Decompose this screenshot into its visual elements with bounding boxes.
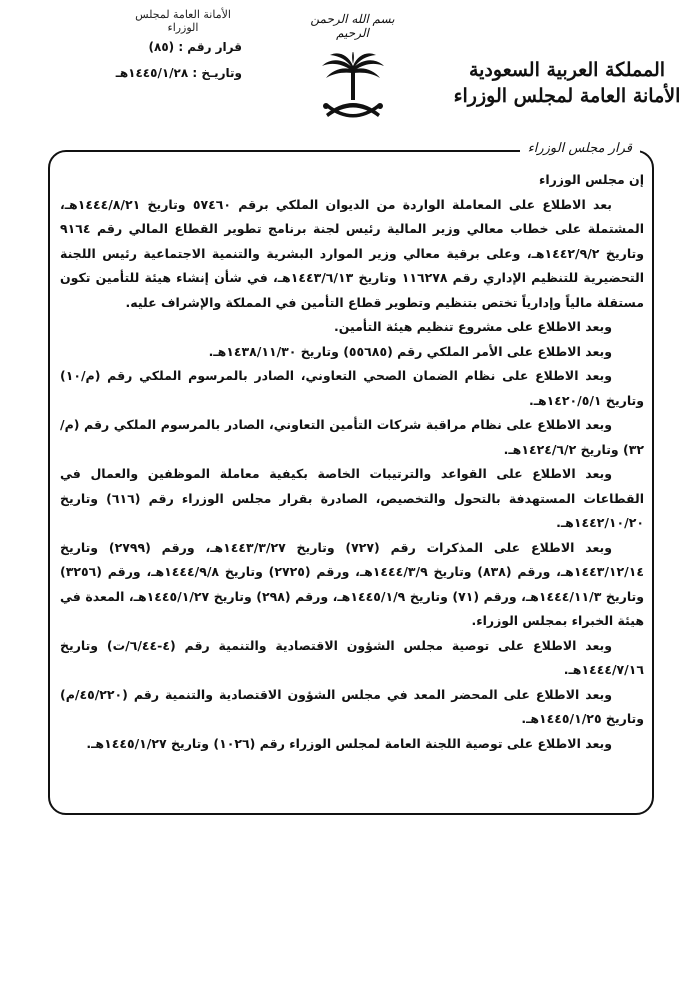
decision-date: وتاريـخ : ١٤٤٥/١/٢٨هـ	[115, 66, 242, 80]
paragraph: وبعد الاطلاع على المذكرات رقم (٧٢٧) وتاريخ ١٤٤٣/٣/٢٧هـ، ورقم (٢٧٩٩) وتاريخ ١٤٤٣/١٢/١٤هـ، ورقم (٨٣٨) وتاريخ ١٤٤٤/٣/٩هـ، ورقم (٢٧٢٥) وتاريخ ١٤٤٤/٩/٨هـ، ورقم (٣٢٥٦) وتاريخ ١٤٤٤/١١/٣هـ، ورقم (٧١) وتاريخ ١٤٤٥/١/٩هـ، ورقم (٢٩٨) وتاريخ ١٤٤٥/١/٢٧هـ، المعدة في هيئة الخبراء بمجلس الوزراء.	[60, 539, 644, 628]
paragraph: وبعد الاطلاع على توصية مجلس الشؤون الاقتصادية والتنمية رقم (٤-٦/٤٤/ت) وتاريخ ١٤٤٤/٧/١٦هـ.	[60, 637, 644, 677]
opening-line: إن مجلس الوزراء	[538, 172, 644, 187]
decision-number: قرار رقم : (٨٥)	[148, 40, 242, 54]
paragraph: وبعد الاطلاع على الأمر الملكي رقم (٥٥٦٨٥) وتاريخ ١٤٣٨/١١/٣٠هـ.	[208, 343, 612, 359]
paragraph: وبعد الاطلاع على القواعد والترتيبات الخاصة بكيفية معاملة الموظفين والعمال في القطاعات المستهدفة بالتحول والتخصيص، الصادرة بقرار مجلس الوزراء رقم (٦١٦) وتاريخ ١٤٤٢/١٠/٢٠هـ.	[60, 466, 645, 530]
secretariat-name: الأمانة العامة لمجلس الوزراء	[453, 84, 681, 107]
secretariat-small-header: الأمانة العامة لمجلس الوزراء	[135, 8, 231, 34]
paragraph: بعد الاطلاع على المعاملة الواردة من الديوان الملكي برقم ٥٧٤٦٠ وتاريخ ١٤٤٤/٨/٢١هـ، المشتملة على خطاب معالي وزير المالية رئيس لجنة برنامج تطوير القطاع المالي رقم ٩١٦٤ وتاريخ ١٤٤٢/٩/٢هـ، وعلى برقية معالي وزير الموارد البشرية والتنمية الاجتماعية رئيس اللجنة التحضيرية للتنظيم الإداري رقم ١١٦٢٧٨ وتاريخ ١٤٤٣/٦/١٣هـ، في شأن إنشاء هيئة للتأمين تكون مستقلة مالياً وإدارياً تختص بتنظيم وتطوير قطاع التأمين في المملكة والإشراف عليه.	[60, 196, 644, 310]
kingdom-header	[452, 58, 682, 109]
basmala: بسم الله الرحمن الرحيم	[310, 12, 395, 40]
frame-title: قرار مجلس الوزراء	[520, 141, 640, 156]
paragraph: وبعد الاطلاع على المحضر المعد في مجلس الشؤون الاقتصادية والتنمية رقم (٤٥/٢٢٠/م) وتاريخ ١٤٤٥/١/٢٥هـ.	[60, 686, 644, 726]
decision-body	[60, 168, 644, 756]
paragraph: وبعد الاطلاع على توصية اللجنة العامة لمجلس الوزراء رقم (١٠٢٦) وتاريخ ١٤٤٥/١/٢٧هـ.	[86, 735, 612, 751]
paragraph: وبعد الاطلاع على نظام الضمان الصحي التعاوني، الصادر بالمرسوم الملكي رقم (م/١٠) وتاريخ ١٤٢٠/٥/١هـ.	[60, 368, 644, 408]
paragraph: وبعد الاطلاع على نظام مراقبة شركات التأمين التعاوني، الصادر بالمرسوم الملكي رقم (م/٣٢) وتاريخ ١٤٢٤/٦/٢هـ.	[60, 417, 644, 457]
saudi-emblem-icon	[318, 52, 388, 127]
paragraph: وبعد الاطلاع على مشروع تنظيم هيئة التأمين.	[333, 319, 612, 334]
kingdom-name: المملكة العربية السعودية	[468, 59, 666, 81]
